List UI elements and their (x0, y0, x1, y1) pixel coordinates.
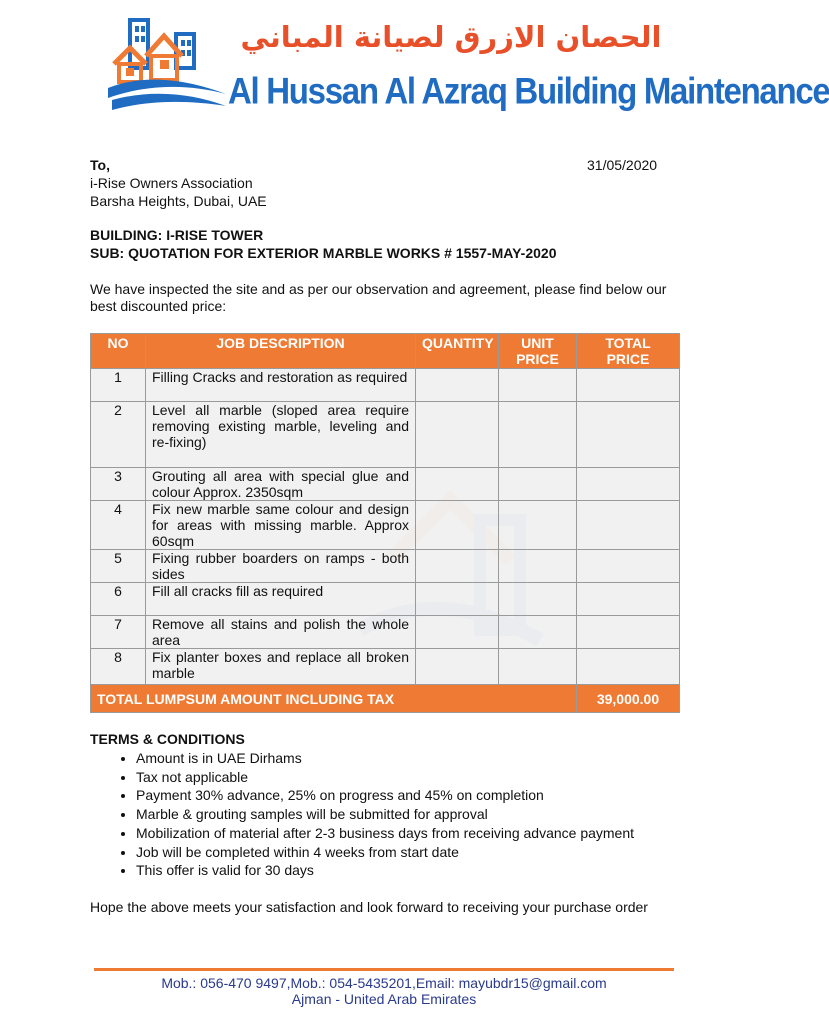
intro-line-1: We have inspected the site and as per our observation and agreement, please find below our (90, 281, 667, 297)
row-no: 4 (91, 501, 146, 550)
row-quantity (416, 501, 499, 550)
building-line: BUILDING: I-RISE TOWER (90, 227, 264, 243)
row-total-price (577, 402, 680, 468)
row-total-price (577, 616, 680, 649)
list-item: • Marble & grouting samples will be submitted for approval (136, 805, 634, 824)
row-total-price (577, 550, 680, 583)
terms-title: TERMS & CONDITIONS (90, 731, 245, 747)
row-unit-price (499, 649, 577, 685)
table-row (91, 649, 680, 685)
terms-list (90, 749, 634, 880)
row-description: Fix new marble same colour and design for areas with missing marble. Approx 60sqm (146, 501, 416, 550)
letter-date: 31/05/2020 (587, 157, 658, 173)
table-row (91, 369, 680, 402)
total-amount: 39,000.00 (577, 685, 680, 713)
list-item: • Tax not applicable (136, 768, 634, 787)
row-quantity (416, 468, 499, 501)
table-row (91, 402, 680, 468)
company-name-arabic: الحصان الازرق لصيانة المباني (240, 20, 662, 54)
row-no: 1 (91, 369, 146, 402)
row-total-price (577, 369, 680, 402)
row-no: 3 (91, 468, 146, 501)
table-row (91, 616, 680, 649)
list-item: • Mobilization of material after 2-3 business days from receiving advance payment (136, 824, 634, 843)
recipient-address: Barsha Heights, Dubai, UAE (90, 193, 267, 209)
row-unit-price (499, 468, 577, 501)
header-job-description: JOB DESCRIPTION (146, 334, 416, 369)
row-description: Filling Cracks and restoration as required (146, 369, 416, 402)
row-quantity (416, 369, 499, 402)
row-quantity (416, 649, 499, 685)
company-name-english: Al Hussan Al Azraq Building Maintenance (228, 70, 829, 112)
row-description: Remove all stains and polish the whole area (146, 616, 416, 649)
row-quantity (416, 616, 499, 649)
header-total-price: TOTAL PRICE (577, 334, 680, 369)
list-item: • Amount is in UAE Dirhams (136, 749, 634, 768)
row-total-price (577, 468, 680, 501)
list-item: • Job will be completed within 4 weeks from start date (136, 843, 634, 862)
row-description: Grouting all area with special glue and colour Approx. 2350sqm (146, 468, 416, 501)
row-description: Fix planter boxes and replace all broken marble (146, 649, 416, 685)
row-description: Level all marble (sloped area require removing existing marble, leveling and re-fixing) (146, 402, 416, 468)
row-no: 8 (91, 649, 146, 685)
list-item: • Payment 30% advance, 25% on progress and 45% on completion (136, 786, 634, 805)
row-unit-price (499, 369, 577, 402)
recipient-name: i-Rise Owners Association (90, 175, 253, 191)
total-row (91, 685, 680, 713)
row-quantity (416, 583, 499, 616)
quotation-table (90, 333, 680, 713)
building-logo-icon (108, 14, 238, 119)
footer-location: Ajman - United Arab Emirates (291, 991, 477, 1007)
row-unit-price (499, 501, 577, 550)
row-no: 5 (91, 550, 146, 583)
row-no: 2 (91, 402, 146, 468)
total-label: TOTAL LUMPSUM AMOUNT INCLUDING TAX (91, 685, 577, 713)
row-total-price (577, 583, 680, 616)
row-unit-price (499, 550, 577, 583)
header-unit-price: UNIT PRICE (499, 334, 577, 369)
closing-line: Hope the above meets your satisfaction and look forward to receiving your purchase order (90, 899, 648, 915)
company-logo (108, 14, 829, 124)
row-unit-price (499, 402, 577, 468)
table-row (91, 550, 680, 583)
table-header-row (91, 334, 680, 369)
table-row (91, 583, 680, 616)
header-no: NO (91, 334, 146, 369)
row-quantity (416, 402, 499, 468)
subject-line: SUB: QUOTATION FOR EXTERIOR MARBLE WORKS # 1557-MAY-2020 (90, 245, 557, 261)
table-row (91, 501, 680, 550)
table-row (91, 468, 680, 501)
row-description: Fixing rubber boarders on ramps - both sides (146, 550, 416, 583)
row-unit-price (499, 616, 577, 649)
row-total-price (577, 501, 680, 550)
row-quantity (416, 550, 499, 583)
header-quantity: QUANTITY (416, 334, 499, 369)
to-label: To, (90, 157, 110, 173)
row-description: Fill all cracks fill as required (146, 583, 416, 616)
row-no: 7 (91, 616, 146, 649)
row-unit-price (499, 583, 577, 616)
row-no: 6 (91, 583, 146, 616)
row-total-price (577, 649, 680, 685)
footer-contact: Mob.: 056-470 9497,Mob.: 054-5435201,Email: mayubdr15@gmail.com (161, 975, 607, 991)
intro-line-2: best discounted price: (90, 298, 227, 314)
list-item: • This offer is valid for 30 days (136, 861, 634, 880)
footer-divider (94, 968, 674, 971)
